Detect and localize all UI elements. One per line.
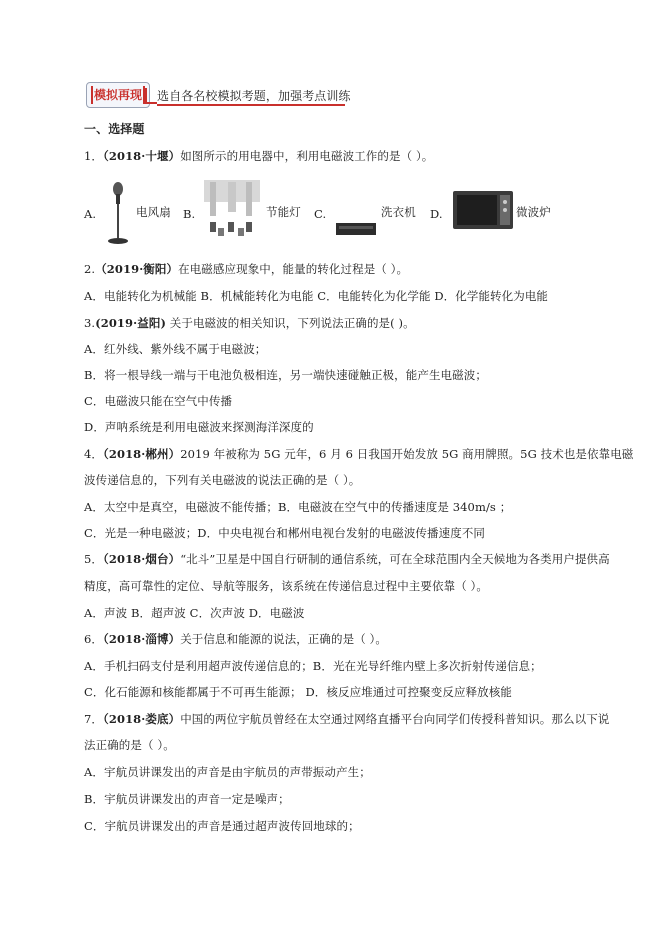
question-stem: 中国的两位宇航员曾经在太空通过网络直播平台向同学们传授科普知识。那么以下说 [180,712,610,726]
question-2-options: A．电能转化为机械能 B．机械能转化为电能 C．电能转化为化学能 D．化学能转化为电能 [84,289,549,303]
question-7 [84,712,609,726]
question-6 [84,632,387,646]
question-stem: 如图所示的用电器中，利用电磁波工作的是（ ）。 [180,149,434,163]
question-4-options-2: C．光是一种电磁波；D．中央电视台和郴州电视台发射的电磁波传播速度不同 [84,526,486,540]
question-source: （2018·十堰） [103,149,181,163]
question-7-option-b: B．宇航员讲课发出的声音一定是噪声； [84,792,290,806]
subtitle-underline [157,104,345,106]
energy-saving-lamp-icon [202,178,264,242]
question-source: （2018·娄底） [103,712,181,726]
badge-label: 模拟再现 [93,88,142,102]
washing-machine-icon [335,220,377,240]
question-number: 2. [84,262,96,276]
option-name-c: 洗衣机 [381,205,416,219]
option-name-b: 节能灯 [266,205,301,219]
question-4-options-1: A．太空中是真空，电磁波不能传播；B．电磁波在空气中的传播速度是 340m/s ； [84,500,512,514]
question-5-stem-cont: 精度，高可靠性的定位、导航等服务，该系统在传递信息过程中主要依靠（ ）。 [84,579,489,593]
option-letter-d: D. [430,207,443,221]
question-stem: 关于电磁波的相关知识，下列说法正确的是( )。 [165,316,415,330]
question-1 [84,149,433,163]
question-3-option-d: D．声呐系统是利用电磁波来探测海洋深度的 [84,420,314,434]
question-3-option-b: B．将一根导线一端与干电池负极相连，另一端快速碰触正极，能产生电磁波； [84,368,487,382]
question-stem: 在电磁感应现象中，能量的转化过程是（ ）。 [178,262,409,276]
question-source: (2019·益阳) [95,316,166,330]
question-3-option-a: A．红外线、紫外线不属于电磁波； [84,342,267,356]
question-source: （2019·衡阳） [95,262,179,276]
question-4 [84,447,633,461]
question-stem: 关于信息和能源的说法，正确的是（ ）。 [180,632,388,646]
question-6-options-1: A．手机扫码支付是利用超声波传递信息的；B．光在光导纤维内壁上多次折射传递信息； [84,659,542,673]
section-title: 一、选择题 [84,122,145,136]
question-source: （2018·淄博） [103,632,181,646]
badge-connector [145,88,157,104]
question-5 [84,552,610,566]
question-stem: 2019 年被称为 5G 元年，6 月 6 日我国开始发放 5G 商用牌照。5G 技术也是依靠电磁 [180,447,634,461]
header-subtitle: 选自各名校模拟考题，加强考点训练 [157,89,351,103]
electric-fan-icon [104,180,132,246]
option-name-d: 微波炉 [516,205,551,219]
question-6-options-2: C．化石能源和核能都属于不可再生能源； D．核反应堆通过可控聚变反应释放核能 [84,685,512,699]
option-name-a: 电风扇 [136,205,171,219]
question-3-option-c: C．电磁波只能在空气中传播 [84,394,233,408]
question-number: 7． [84,712,104,726]
question-3 [84,316,415,330]
question-source: （2018·烟台） [103,552,181,566]
question-2 [84,262,408,276]
option-letter-a: A. [84,207,97,221]
question-4-stem-cont: 波传递信息的，下列有关电磁波的说法正确的是（ ）。 [84,473,361,487]
question-source: （2018·郴州） [103,447,181,461]
question-number: 1． [84,149,104,163]
question-5-options: A．声波 B．超声波 C．次声波 D．电磁波 [84,606,305,620]
question-7-stem-cont: 法正确的是（ ）。 [84,738,175,752]
section-badge [86,82,150,108]
question-7-option-a: A．宇航员讲课发出的声音是由宇航员的声带振动产生； [84,765,371,779]
option-letter-b: B. [183,207,196,221]
question-7-option-c: C．宇航员讲课发出的声音是通过超声波传回地球的； [84,819,360,833]
microwave-oven-icon [452,190,514,230]
question-number: 6． [84,632,104,646]
question-number: 5． [84,552,104,566]
option-letter-c: C. [314,207,327,221]
question-number: 4． [84,447,104,461]
question-number: 3. [84,316,96,330]
question-stem: “北斗”卫星是中国自行研制的通信系统，可在全球范围内全天候地为各类用户提供高 [180,552,610,566]
